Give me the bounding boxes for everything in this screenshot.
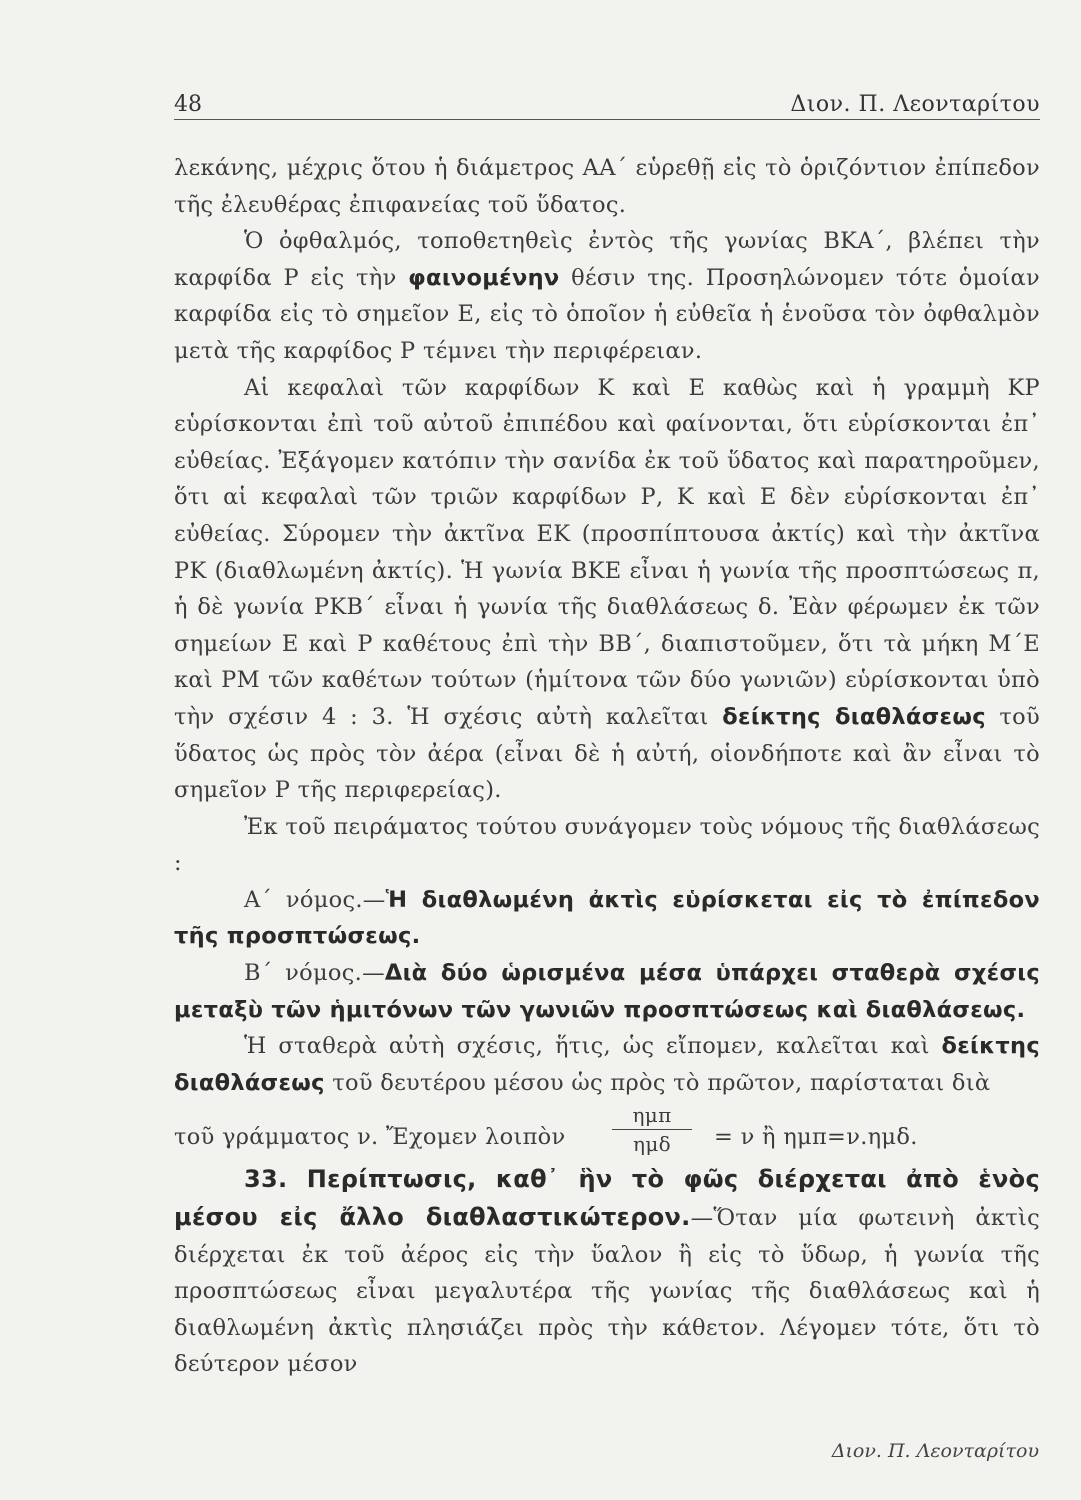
p5-bold-term: δείκτης διαθλάσεως xyxy=(174,1033,1040,1096)
formula-line xyxy=(174,1103,1040,1161)
formula-lead-text: τοῦ γράμματος ν. Ἔχομεν λοιπὸν xyxy=(174,1124,566,1151)
running-head: Διον. Π. Λεονταρίτου xyxy=(790,92,1040,117)
paragraph-continuation: λεκάνης, μέχρις ὅτου ἡ διάμετρος ΑΑ΄ εὑρεθῇ εἰς τὸ ὁριζόντιον ἐπίπεδον τῆς ἐλευθέρας ἐπιφανείας τοῦ ὕδατος. xyxy=(174,155,1040,218)
law-b-statement: Διὰ δύο ὡρισμένα μέσα ὑπάρχει σταθερὰ σχέσις μεταξὺ τῶν ἡμιτόνων τῶν γωνιῶν προσπτώσεως καὶ διαθλάσεως. xyxy=(174,960,1040,1023)
fraction-bar xyxy=(612,1129,692,1130)
section-33-title: 33. Περίπτωσις, καθ᾿ ἣν τὸ φῶς διέρχεται ἀπὸ ἑνὸς μέσου εἰς ἄλλο διαθλαστικώτερον. xyxy=(174,1165,1040,1232)
law-a xyxy=(174,882,1040,955)
footer-signature: Διον. Π. Λεονταρίτου xyxy=(831,1440,1039,1462)
paragraph-experiment xyxy=(174,370,1040,809)
p2-text-b: θέσιν της. Προσηλώνομεν τότε ὁμοίαν καρφίδα εἰς τὸ σημεῖον Ε, εἰς τὸ ὁποῖον ἡ εὐθεῖα ἡ ἑνοῦσα τὸν ὀφθαλμὸν μετὰ τῆς καρφίδος Ρ τέμνει τὴν περιφέρειαν. xyxy=(174,264,1040,364)
p3-text-b: τοῦ ὕδατος ὡς πρὸς τὸν ἀέρα (εἶναι δὲ ἡ αὐτή, οἱονδήποτε καὶ ἂν εἶναι τὸ σημεῖον Ρ τῆς περιφερείας). xyxy=(174,703,1040,804)
page-header xyxy=(174,88,1040,122)
p5-text-a: Ἡ σταθερὰ αὐτὴ σχέσις, ἥτις, ὡς εἴπομεν, καλεῖται καὶ xyxy=(244,1033,942,1060)
law-b-label: Β΄ νόμος.— xyxy=(244,960,385,987)
p3-text-a: Αἱ κεφαλαὶ τῶν καρφίδων Κ καὶ Ε καθὼς καὶ ἡ γραμμὴ ΚΡ εὑρίσκονται ἐπὶ τοῦ αὐτοῦ ἐπιπέδου καὶ φαίνονται, ὅτι εὑρίσκονται ἐπ᾿ εὐθείας. Ἐξάγομεν κατόπιν τὴν σανίδα ἐκ τοῦ ὕδατος καὶ παρατηροῦμεν, ὅτι αἱ κεφαλαὶ τῶν τριῶν καρφίδων Ρ, Κ καὶ Ε δὲν εὑρίσκονται ἐπ᾿ εὐθείας. Σύρομεν τὴν ἀκτῖνα ΕΚ (προσπίπτουσα ἀκτίς) καὶ τὴν ἀκτῖνα ΡΚ (διαθλωμένη ἀκτίς). Ἡ γωνία ΒΚΕ εἶναι ἡ γωνία τῆς προσπτώσεως π, ἡ δὲ γωνία ΡΚΒ΄ εἶναι ἡ γωνία τῆς διαθλάσεως δ. Ἐὰν φέρωμεν ἐκ τῶν σημείων Ε καὶ Ρ καθέτους ἐπὶ τὴν ΒΒ΄, διαπιστοῦμεν, ὅτι τὰ μήκη Μ΄Ε καὶ ΡΜ τῶν καθέτων τούτων (ἡμίτονα τῶν δύο γωνιῶν) εὑρίσκονται ὑπὸ τὴν σχέσιν 4 : 3. Ἡ σχέσις αὐτὴ καλεῖται xyxy=(174,374,1040,730)
law-a-label: Α΄ νόμος.— xyxy=(244,886,386,913)
p2-bold-term: φαινομένην xyxy=(408,264,560,291)
section-33-text: —Ὅταν μία φωτεινὴ ἀκτὶς διέρχεται ἐκ τοῦ ἀέρος εἰς τὴν ὕαλον ἢ εἰς τὸ ὕδωρ, ἡ γωνία τῆς προσπτώσεως εἶναι μεγαλυτέρα τῆς γωνίας τῆς διαθλάσεως καὶ ἡ διαθλωμένη ἀκτὶς πλησιάζει πρὸς τὴν κάθετον. Λέγομεν τότε, ὅτι τὸ δεύτερον μέσον xyxy=(174,1205,1040,1378)
paragraph-laws-intro: Ἐκ τοῦ πειράματος τούτου συνάγομεν τοὺς νόμους τῆς διαθλάσεως : xyxy=(174,813,1040,877)
law-b xyxy=(174,955,1040,1028)
formula-fraction xyxy=(612,1103,692,1156)
law-a-statement: Ἡ διαθλωμένη ἀκτὶς εὑρίσκεται εἰς τὸ ἐπίπεδον τῆς προσπτώσεως. xyxy=(174,886,1040,950)
fraction-denominator: ημδ xyxy=(633,1132,671,1157)
body-text xyxy=(174,150,1040,1383)
formula-rest: = ν ἢ ημπ=ν.ημδ. xyxy=(714,1124,918,1151)
section-33 xyxy=(174,1161,1040,1383)
fraction-numerator: ημπ xyxy=(632,1103,672,1128)
page-number: 48 xyxy=(174,92,202,117)
p5-text-b: τοῦ δευτέρου μέσου ὡς πρὸς τὸ πρῶτον, παρίσταται διὰ xyxy=(324,1069,991,1096)
p2-text-a: Ὁ ὀφθαλμός, τοποθετηθεὶς ἐντὸς τῆς γωνίας ΒΚΑ΄, βλέπει τὴν καρφίδα Ρ εἰς τὴν xyxy=(174,228,1040,291)
paragraph-refraction-index xyxy=(174,1028,1040,1101)
header-rule xyxy=(174,119,1040,120)
p3-bold-term: δείκτης διαθλάσεως xyxy=(722,703,986,730)
paragraph-eye-observation xyxy=(174,223,1040,369)
